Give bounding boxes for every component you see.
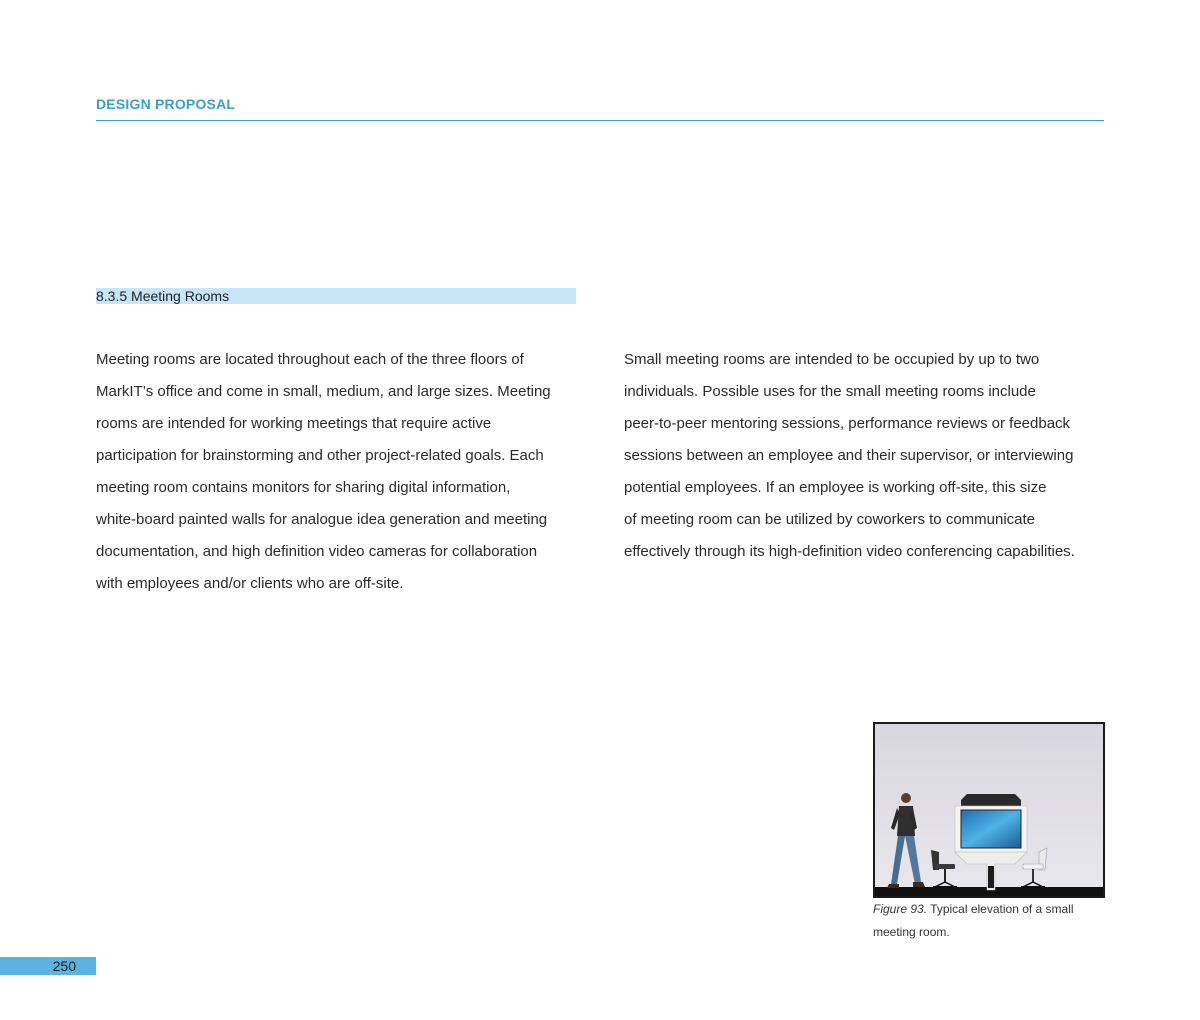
caption-line [873, 898, 1113, 921]
body-line: MarkIT’s office and come in small, medium, and large sizes. Meeting [96, 383, 551, 400]
header-title: DESIGN PROPOSAL [96, 96, 236, 112]
body-line: individuals. Possible uses for the small meeting rooms include [624, 383, 1036, 400]
right-body-column [624, 344, 1114, 568]
body-line: potential employees. If an employee is working off-site, this size [624, 479, 1047, 496]
body-line: Small meeting rooms are intended to be occupied by up to two [624, 351, 1040, 368]
body-line: sessions between an employee and their supervisor, or interviewing [624, 447, 1074, 464]
page-number-badge [0, 957, 96, 975]
figure-caption [873, 898, 1113, 944]
body-line: documentation, and high definition video cameras for collaboration [96, 543, 538, 560]
body-line: peer-to-peer mentoring sessions, performance reviews or feedback [624, 415, 1071, 432]
body-line: white-board painted walls for analogue idea generation and meeting [96, 511, 548, 528]
body-line: with employees and/or clients who are off-site. [96, 575, 404, 592]
body-line: effectively through its high-definition video conferencing capabilities. [624, 543, 1075, 560]
figure-label: Figure 93. [873, 902, 928, 916]
body-line: meeting room contains monitors for sharing digital information, [96, 479, 511, 496]
meeting-room-elevation-image [875, 724, 1103, 896]
section-heading: 8.3.5 Meeting Rooms [96, 288, 576, 304]
body-line: of meeting room can be utilized by coworkers to communicate [624, 511, 1036, 528]
page-number: 250 [52, 958, 76, 974]
body-line: Meeting rooms are located throughout each of the three floors of [96, 351, 524, 368]
body-line: participation for brainstorming and other project-related goals. Each [96, 447, 544, 464]
header-divider [96, 120, 1104, 121]
meeting-room-elevation-figure [873, 722, 1105, 898]
left-body-column [96, 344, 586, 600]
body-line: rooms are intended for working meetings that require active [96, 415, 492, 432]
caption-line: meeting room. [873, 925, 950, 939]
caption-text: Typical elevation of a small [927, 902, 1074, 916]
